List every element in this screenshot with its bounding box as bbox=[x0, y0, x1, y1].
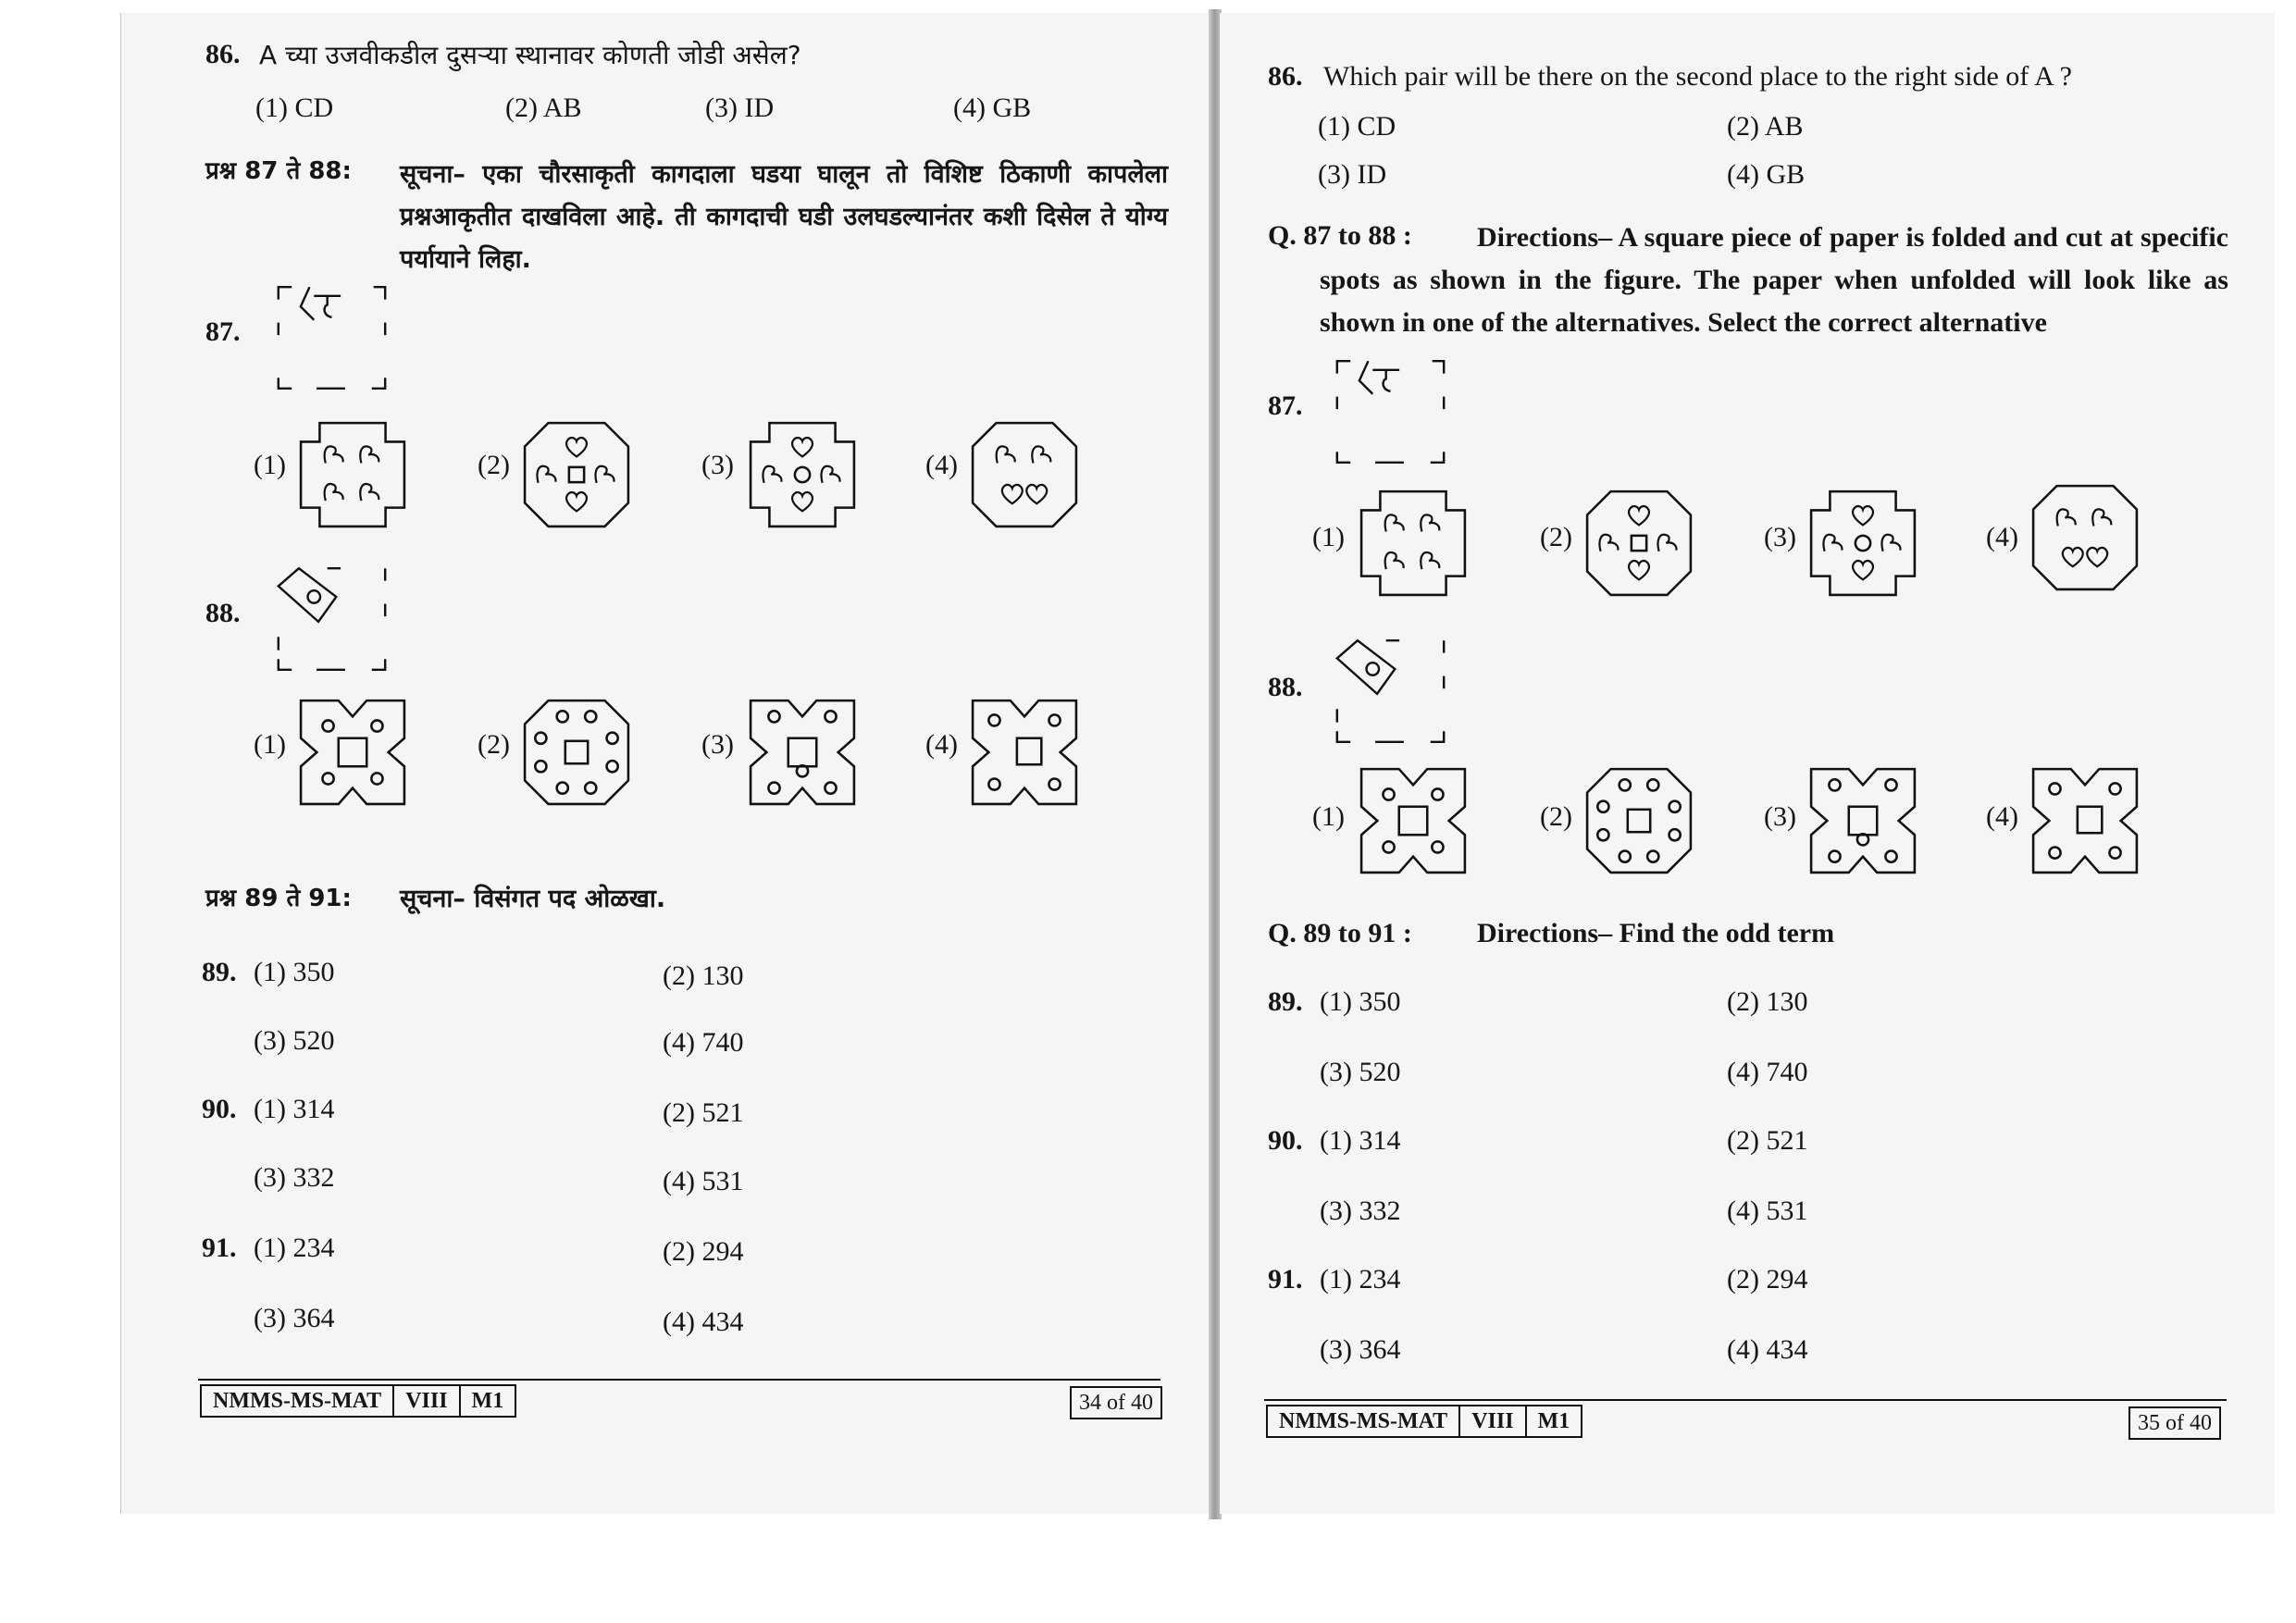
q86-text-right: Which pair will be there on the second place to the right side of A ? bbox=[1323, 61, 2072, 92]
q86-option-3-right: (3) ID bbox=[1318, 159, 1387, 190]
q87-option-1-figure-right bbox=[1357, 487, 1470, 600]
q86-option-1-left: (1) CD bbox=[255, 93, 334, 123]
q90-number-right: 90. bbox=[1268, 1125, 1303, 1156]
q91-option-3-right: (3) 364 bbox=[1320, 1334, 1401, 1365]
q88-option-1-label-right: (1) bbox=[1312, 801, 1345, 832]
q88-option-2-figure-right bbox=[1582, 764, 1695, 877]
directions-89-91-text-left: सूचना– विसंगत पद ओळखा. bbox=[400, 885, 666, 913]
q88-option-3-figure-left bbox=[746, 696, 859, 809]
q89-option-1-left: (1) 350 bbox=[254, 957, 335, 987]
q87-option-3-figure-left bbox=[746, 418, 859, 531]
q90-option-4-left: (4) 531 bbox=[663, 1166, 744, 1196]
q89-option-2-right: (2) 130 bbox=[1727, 986, 1808, 1017]
q88-option-4-figure-left bbox=[968, 696, 1081, 809]
q87-option-4-figure-right bbox=[2029, 481, 2141, 594]
q87-option-3-label-left: (3) bbox=[701, 450, 734, 480]
q88-option-2-figure-left bbox=[520, 696, 633, 809]
q90-option-1-left: (1) 314 bbox=[254, 1094, 335, 1124]
q87-number-right: 87. bbox=[1268, 390, 1303, 421]
q89-option-1-right: (1) 350 bbox=[1320, 986, 1401, 1017]
directions-89-91-label-left: प्रश्न 89 ते 91: bbox=[205, 885, 352, 912]
footer-rule-left bbox=[198, 1379, 1160, 1381]
q87-option-2-label-right: (2) bbox=[1540, 522, 1572, 552]
q89-option-2-left: (2) 130 bbox=[663, 960, 744, 991]
q87-option-4-figure-left bbox=[968, 418, 1081, 531]
q89-number-right: 89. bbox=[1268, 986, 1303, 1017]
q88-option-3-figure-right bbox=[1806, 764, 1919, 877]
footer-code-left: NMMS-MS-MAT bbox=[202, 1386, 394, 1416]
q88-option-3-label-left: (3) bbox=[701, 729, 734, 760]
q91-number-right: 91. bbox=[1268, 1264, 1303, 1295]
page-number-right: 35 of 40 bbox=[2128, 1406, 2221, 1440]
q88-option-2-label-right: (2) bbox=[1540, 801, 1572, 832]
q89-number-left: 89. bbox=[202, 957, 237, 987]
q88-option-1-label-left: (1) bbox=[254, 729, 286, 760]
q87-option-4-label-right: (4) bbox=[1986, 522, 2018, 552]
q86-option-2-left: (2) AB bbox=[505, 93, 582, 123]
q88-option-1-figure-right bbox=[1357, 764, 1470, 877]
q91-option-1-right: (1) 234 bbox=[1320, 1264, 1401, 1295]
q88-option-4-label-left: (4) bbox=[925, 729, 958, 760]
q87-option-1-figure-left bbox=[296, 418, 409, 531]
directions-87-88-text-right: Directions– A square piece of paper is folded and cut at specific spots as shown in the figure. The paper when unfolded will look like as shown in one of the alternatives. Select the correct alternative bbox=[1320, 222, 2228, 338]
q87-option-2-figure-right bbox=[1582, 487, 1695, 600]
footer-set-left: M1 bbox=[471, 1388, 504, 1413]
q86-option-4-left: (4) GB bbox=[953, 93, 1032, 123]
footer-code-box-right bbox=[1266, 1405, 1582, 1438]
q91-option-3-left: (3) 364 bbox=[254, 1303, 335, 1333]
directions-89-91-text-right: Directions– Find the odd term bbox=[1477, 918, 1835, 948]
q88-option-4-figure-right bbox=[2029, 764, 2141, 877]
q90-number-left: 90. bbox=[202, 1094, 237, 1124]
q88-option-2-label-left: (2) bbox=[478, 729, 510, 760]
footer-class-left: VIII bbox=[394, 1386, 460, 1416]
directions-87-88-label-right: Q. 87 to 88 : bbox=[1268, 220, 1412, 251]
q87-option-2-label-left: (2) bbox=[478, 450, 510, 480]
q87-question-figure-right bbox=[1333, 352, 1448, 472]
q88-option-4-label-right: (4) bbox=[1986, 801, 2018, 832]
q91-number-left: 91. bbox=[202, 1233, 237, 1263]
footer-rule-right bbox=[1264, 1399, 2227, 1401]
footer-class-right: VIII bbox=[1460, 1406, 1526, 1436]
q86-option-2-right: (2) AB bbox=[1727, 111, 1804, 142]
q87-question-figure-left bbox=[274, 278, 390, 398]
q87-option-4-label-left: (4) bbox=[925, 450, 958, 480]
page-number-left: 34 of 40 bbox=[1070, 1386, 1162, 1419]
q89-option-3-right: (3) 520 bbox=[1320, 1057, 1401, 1087]
directions-87-88-label-left: प्रश्न 87 ते 88: bbox=[205, 157, 352, 185]
q87-option-1-label-right: (1) bbox=[1312, 522, 1345, 552]
q86-text-left: A च्या उजवीकडील दुसऱ्या स्थानावर कोणती जोडी असेल? bbox=[259, 40, 801, 70]
q87-option-2-figure-left bbox=[520, 418, 633, 531]
footer-set-right: M1 bbox=[1537, 1408, 1570, 1433]
directions-89-91-label-right: Q. 89 to 91 : bbox=[1268, 918, 1412, 948]
footer-code-right: NMMS-MS-MAT bbox=[1268, 1406, 1460, 1436]
q90-option-1-right: (1) 314 bbox=[1320, 1125, 1401, 1156]
q91-option-2-right: (2) 294 bbox=[1727, 1264, 1808, 1295]
q87-option-1-label-left: (1) bbox=[254, 450, 286, 480]
q89-option-4-left: (4) 740 bbox=[663, 1027, 744, 1058]
q91-option-4-right: (4) 434 bbox=[1727, 1334, 1808, 1365]
q88-number-left: 88. bbox=[205, 598, 241, 628]
q88-number-right: 88. bbox=[1268, 672, 1303, 702]
q88-option-1-figure-left bbox=[296, 696, 409, 809]
q87-number-left: 87. bbox=[205, 316, 241, 347]
footer-code-box-left bbox=[200, 1384, 516, 1418]
directions-87-88-text-left: सूचना– एका चौरसाकृती कागदाला घडया घालून तो विशिष्ट ठिकाणी कापलेला प्रश्नआकृतीत दाखविला आहे. ती कागदाची घडी उलघडल्यानंतर कशी दिसेल ते योग्य पर्यायाने लिहा. bbox=[400, 160, 1168, 274]
q90-option-3-right: (3) 332 bbox=[1320, 1196, 1401, 1226]
q87-option-3-figure-right bbox=[1806, 487, 1919, 600]
q90-option-2-right: (2) 521 bbox=[1727, 1125, 1808, 1156]
q86-option-1-right: (1) CD bbox=[1318, 111, 1396, 142]
q90-option-3-left: (3) 332 bbox=[254, 1162, 335, 1193]
q88-question-figure-right bbox=[1333, 631, 1448, 751]
q91-option-4-left: (4) 434 bbox=[663, 1307, 744, 1337]
q86-option-4-right: (4) GB bbox=[1727, 159, 1806, 190]
q87-option-3-label-right: (3) bbox=[1764, 522, 1796, 552]
q91-option-1-left: (1) 234 bbox=[254, 1233, 335, 1263]
q88-option-3-label-right: (3) bbox=[1764, 801, 1796, 832]
q86-option-3-left: (3) ID bbox=[705, 93, 775, 123]
q86-number-left: 86. bbox=[205, 39, 241, 69]
q89-option-4-right: (4) 740 bbox=[1727, 1057, 1808, 1087]
q90-option-4-right: (4) 531 bbox=[1727, 1196, 1808, 1226]
q91-option-2-left: (2) 294 bbox=[663, 1236, 744, 1267]
q89-option-3-left: (3) 520 bbox=[254, 1025, 335, 1056]
q86-number-right: 86. bbox=[1268, 61, 1303, 92]
q90-option-2-left: (2) 521 bbox=[663, 1097, 744, 1128]
q88-question-figure-left bbox=[274, 559, 390, 679]
